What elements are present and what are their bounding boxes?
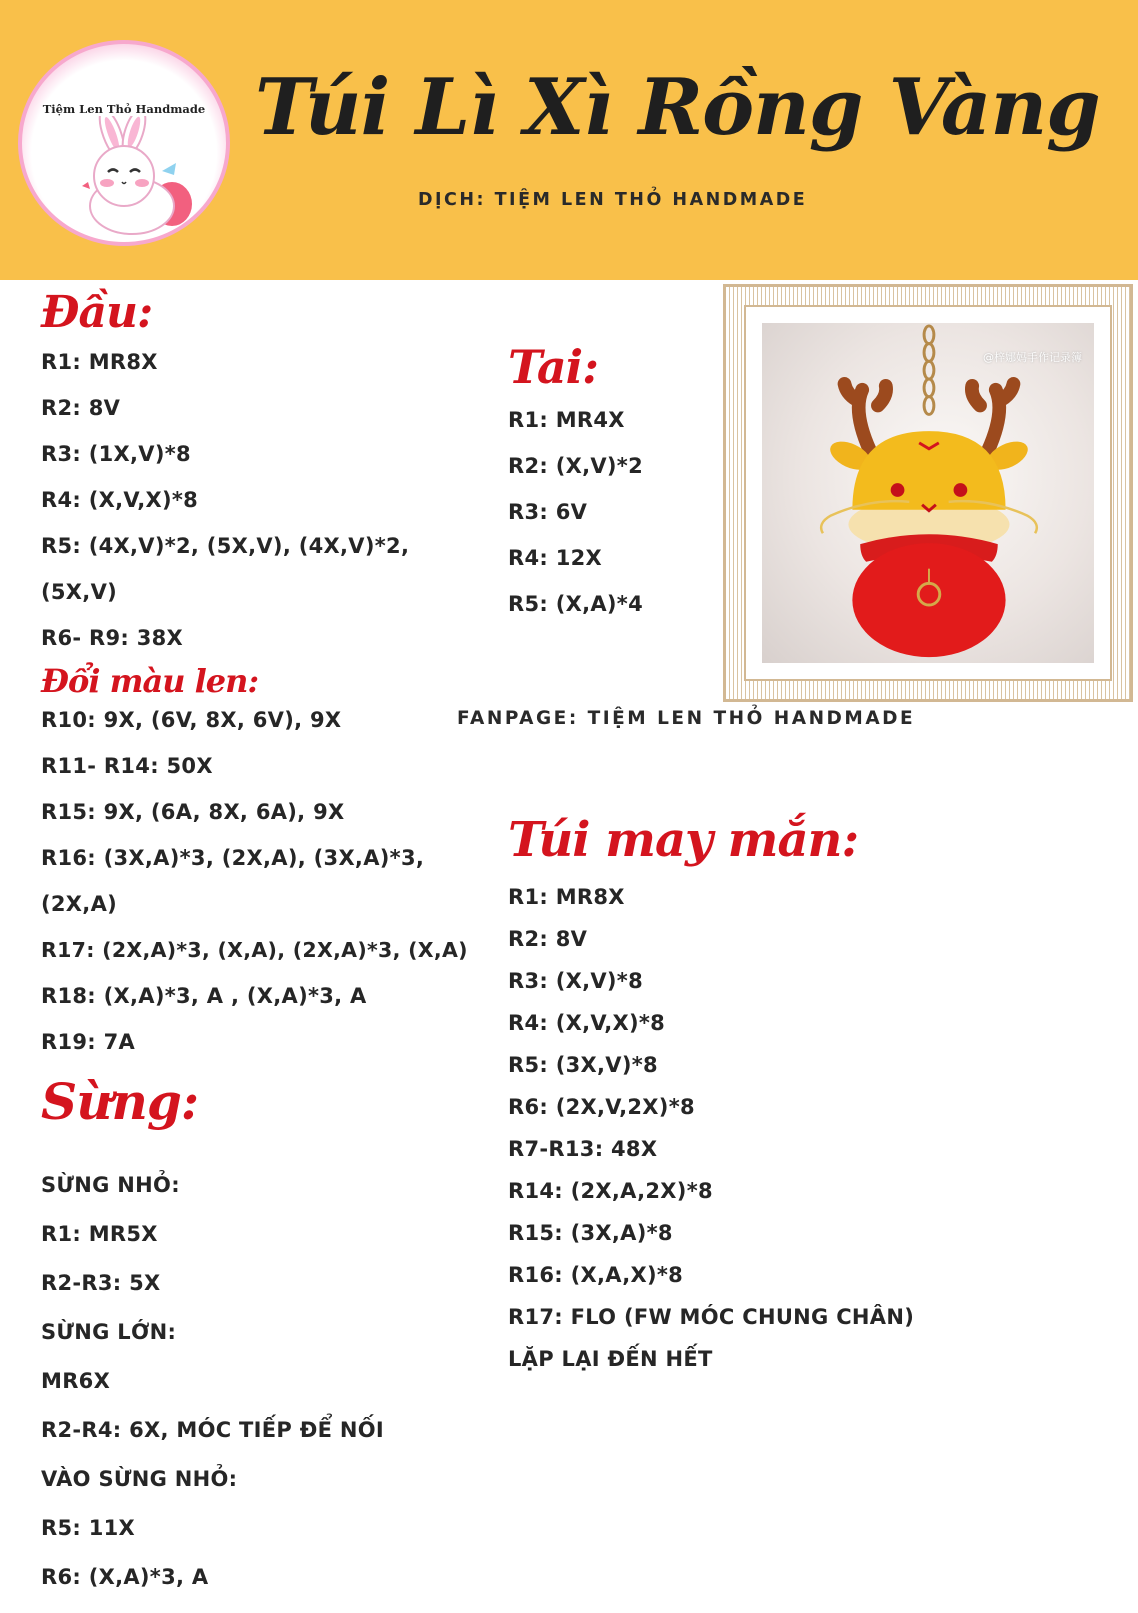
tui-line: R7-R13: 48X — [508, 1137, 658, 1161]
logo-text: Tiệm Len Thỏ Handmade — [42, 102, 206, 116]
tui-line: R17: FLO (FW MÓC CHUNG CHÂN) — [508, 1305, 915, 1329]
doi-mau-line: R11- R14: 50X — [41, 754, 213, 778]
page-title: Túi Lì Xì Rồng Vàng — [255, 62, 1100, 153]
dau-line: R6- R9: 38X — [41, 626, 184, 650]
heading-dau: Đầu: — [41, 287, 153, 338]
doi-mau-line: R16: (3X,A)*3, (2X,A), (3X,A)*3, — [41, 846, 425, 870]
tui-line: R1: MR8X — [508, 885, 625, 909]
tai-line: R3: 6V — [508, 500, 588, 524]
dau-line: R5: (4X,V)*2, (5X,V), (4X,V)*2, — [41, 534, 410, 558]
doi-mau-line: R19: 7A — [41, 1030, 136, 1054]
dau-line: R1: MR8X — [41, 350, 158, 374]
bunny-icon — [62, 116, 192, 236]
tai-line: R2: (X,V)*2 — [508, 454, 644, 478]
photo-watermark: @梓娜妈手作记录簿 — [983, 351, 1082, 364]
doi-mau-line: R18: (X,A)*3, A , (X,A)*3, A — [41, 984, 367, 1008]
heading-sung: Sừng: — [41, 1072, 199, 1131]
doi-mau-line: R10: 9X, (6V, 8X, 6V), 9X — [41, 708, 342, 732]
tai-line: R5: (X,A)*4 — [508, 592, 644, 616]
sung-line: R1: MR5X — [41, 1222, 158, 1246]
tui-line: R14: (2X,A,2X)*8 — [508, 1179, 713, 1203]
sung-line: SỪNG NHỎ: — [41, 1173, 180, 1197]
tui-line: R5: (3X,V)*8 — [508, 1053, 658, 1077]
tui-line: R6: (2X,V,2X)*8 — [508, 1095, 695, 1119]
dragon-keychain-image — [762, 323, 1094, 663]
header-banner — [0, 0, 1138, 280]
sung-line: VÀO SỪNG NHỎ: — [41, 1467, 238, 1491]
sung-line: R2-R3: 5X — [41, 1271, 161, 1295]
tui-line: R3: (X,V)*8 — [508, 969, 644, 993]
doi-mau-line: R15: 9X, (6A, 8X, 6A), 9X — [41, 800, 345, 824]
product-photo — [762, 323, 1094, 663]
sung-line: R6: (X,A)*3, A — [41, 1565, 209, 1589]
tui-line: LẶP LẠI ĐẾN HẾT — [508, 1347, 713, 1371]
tui-line: R16: (X,A,X)*8 — [508, 1263, 684, 1287]
translator-credit: DỊCH: TIỆM LEN THỎ HANDMADE — [418, 190, 808, 210]
tai-line: R1: MR4X — [508, 408, 625, 432]
sung-line: R5: 11X — [41, 1516, 136, 1540]
heading-tai: Tai: — [508, 340, 599, 394]
shop-logo — [18, 40, 230, 246]
dau-line: R4: (X,V,X)*8 — [41, 488, 199, 512]
doi-mau-line: R17: (2X,A)*3, (X,A), (2X,A)*3, (X,A) — [41, 938, 468, 962]
heading-tui-may-man: Túi may mắn: — [508, 812, 859, 868]
tai-line: R4: 12X — [508, 546, 603, 570]
doi-mau-line: (2X,A) — [41, 892, 118, 916]
photo-frame — [723, 284, 1133, 702]
sung-line: SỪNG LỚN: — [41, 1320, 177, 1344]
fanpage-credit: FANPAGE: TIỆM LEN THỎ HANDMADE — [457, 708, 916, 729]
sung-line: MR6X — [41, 1369, 111, 1393]
dau-line: (5X,V) — [41, 580, 118, 604]
dau-line: R2: 8V — [41, 396, 121, 420]
tui-line: R2: 8V — [508, 927, 588, 951]
tui-line: R15: (3X,A)*8 — [508, 1221, 673, 1245]
sung-line: R2-R4: 6X, MÓC TIẾP ĐỂ NỐI — [41, 1418, 385, 1442]
dau-line: R3: (1X,V)*8 — [41, 442, 191, 466]
tui-line: R4: (X,V,X)*8 — [508, 1011, 666, 1035]
heading-doi-mau-len: Đổi màu len: — [41, 662, 259, 700]
